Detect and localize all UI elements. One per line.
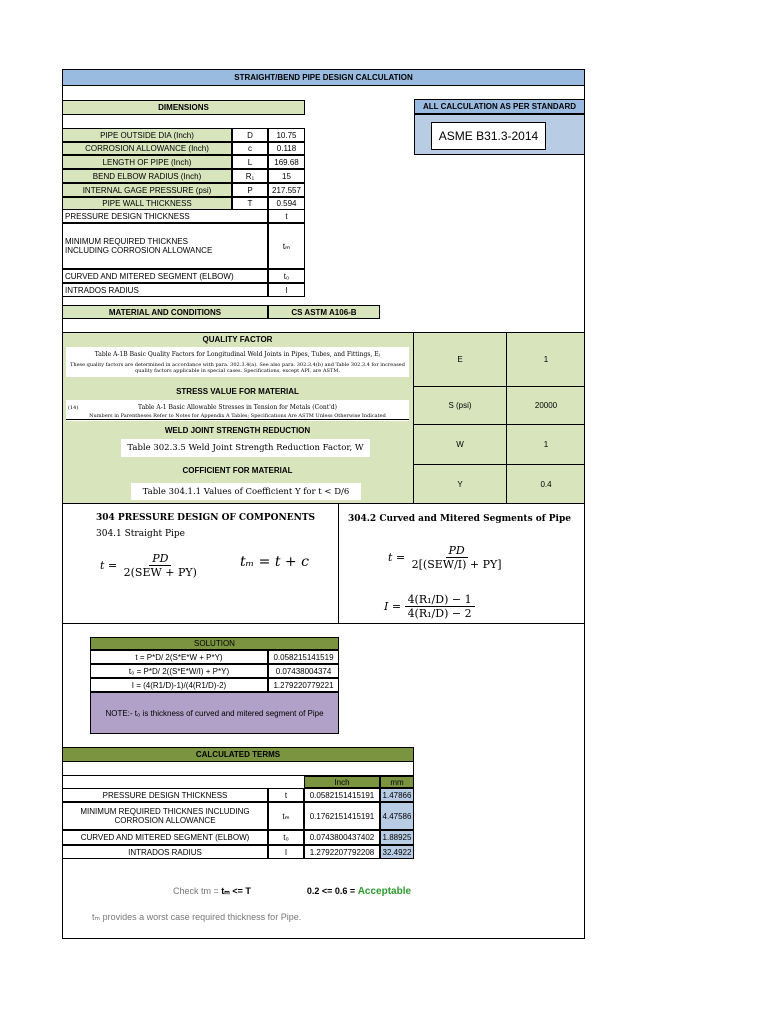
dim-label: CORROSION ALLOWANCE (Inch) xyxy=(62,142,232,155)
formula-t-lhs: t = xyxy=(100,558,118,572)
term-symbol: t₀ xyxy=(268,269,305,283)
formula-t-den: 2(SEW + PY) xyxy=(123,565,197,579)
formula-I-num: 4(R₁/D) − 1 xyxy=(405,593,475,607)
term-label: CURVED AND MITERED SEGMENT (ELBOW) xyxy=(62,269,268,283)
solution-value: 0.058215141519 xyxy=(268,650,339,664)
term-symbol: tₘ xyxy=(268,223,305,269)
weld-table-title: Table 302.3.5 Weld Joint Strength Reduction Factor, W xyxy=(121,439,370,457)
material-value: CS ASTM A106-B xyxy=(268,305,380,319)
check-footnote: tₘ provides a worst case required thickness for Pipe. xyxy=(92,912,302,922)
calc-mm: 4.47586 xyxy=(380,802,414,830)
calc-symbol: tₘ xyxy=(268,802,304,830)
quality-table-note: These quality factors are determined in accordance with para. 302.3.4(a). See also para. 302.3.4(b) and Table 302.3.4 for increased quality factors applicable in special cases. Specifications, except API, are ASTM. xyxy=(70,362,405,374)
formula-I xyxy=(384,589,574,623)
check-result: Acceptable xyxy=(357,885,412,897)
check-condition: tₘ <= T xyxy=(221,885,251,896)
quality-table-title: Table A-1B Basic Quality Factors for Longitudinal Weld Joints in Pipes, Tubes, and Fittings, Eⱼ xyxy=(94,350,381,358)
calc-label: PRESSURE DESIGN THICKNESS xyxy=(62,788,268,802)
formula-t0 xyxy=(388,540,578,574)
formula-section-divider xyxy=(338,504,339,623)
calc-inch: 0.1762151415191 xyxy=(304,802,380,830)
solution-value: 0.07438004374 xyxy=(268,664,339,678)
quality-factor-header: QUALITY FACTOR xyxy=(202,334,273,344)
calc-label: MINIMUM REQUIRED THICKNES INCLUDING CORROSION ALLOWANCE xyxy=(62,802,268,830)
dim-label: INTERNAL GAGE PRESSURE (psi) xyxy=(62,183,232,197)
formula-tm: tₘ = t + c xyxy=(240,554,309,570)
formula-I-lhs: I = xyxy=(384,599,402,613)
stress-symbol: S (psi) xyxy=(448,401,472,410)
calc-inch: 0.0743800437402 xyxy=(304,830,380,845)
solution-expr: I = (4(R1/D)-1)/(4(R1/D)-2) xyxy=(90,678,268,692)
calc-inch: 1.2792207792208 xyxy=(304,845,380,859)
term-symbol: I xyxy=(268,283,305,297)
col-mm-header: mm xyxy=(380,776,414,788)
dim-symbol: T xyxy=(232,197,268,210)
quality-factor-symbol: E xyxy=(457,355,463,364)
standard-header: ALL CALCULATION AS PER STANDARD xyxy=(414,99,585,114)
calc-label: INTRADOS RADIUS xyxy=(62,845,268,859)
formula-I-den: 4(R₁/D) − 2 xyxy=(407,606,472,620)
material-label: MATERIAL AND CONDITIONS xyxy=(62,305,268,319)
stress-table-title: Table A-1 Basic Allowable Stresses in Tension for Metals (Cont'd) xyxy=(138,403,337,411)
solution-expr: t₀ = P*D/ 2((S*E*W/I) + P*Y) xyxy=(90,664,268,678)
calculated-header: CALCULATED TERMS xyxy=(62,747,414,762)
weld-header: WELD JOINT STRENGTH REDUCTION xyxy=(164,425,311,435)
term-label: MINIMUM REQUIRED THICKNES INCLUDING CORROSION ALLOWANCE xyxy=(62,223,268,269)
calc-inch: 0.0582151415191 xyxy=(304,788,380,802)
weld-value: 1 xyxy=(543,440,549,449)
stress-table-note: Numbers in Parentheses Refer to Notes for Appendix A Tables; Specifications Are ASTM Unless Otherwise Indicated xyxy=(66,412,409,420)
stress-table-ref xyxy=(66,400,409,421)
calc-symbol: t xyxy=(268,788,304,802)
check-values: 0.2 <= 0.6 = xyxy=(306,886,358,896)
term-label: PRESSURE DESIGN THICKNESS xyxy=(62,209,268,223)
dimensions-header: DIMENSIONS xyxy=(62,100,305,115)
stress-value: 20000 xyxy=(534,401,558,410)
dim-symbol: R₁ xyxy=(232,169,268,183)
dimensions-table xyxy=(62,128,305,210)
check-line xyxy=(173,884,443,898)
calc-mm: 1.47866 xyxy=(380,788,414,802)
formula-t-num: PD xyxy=(149,552,171,566)
dim-label: PIPE WALL THICKNESS xyxy=(62,197,232,210)
dim-label: BEND ELBOW RADIUS (Inch) xyxy=(62,169,232,183)
terms-table xyxy=(62,209,305,295)
stress-marker: (14) xyxy=(68,405,79,411)
dim-symbol: L xyxy=(232,155,268,169)
dim-symbol: c xyxy=(232,142,268,155)
dim-value: 10.75 xyxy=(268,128,305,142)
dim-value: 217.557 xyxy=(268,183,305,197)
dim-label: LENGTH OF PIPE (Inch) xyxy=(62,155,232,169)
calculated-spacer-row xyxy=(62,762,414,776)
dim-value: 0.118 xyxy=(268,142,305,155)
section-304: 304 PRESSURE DESIGN OF COMPONENTS xyxy=(96,513,316,523)
coefficient-symbol: Y xyxy=(457,480,463,489)
coefficient-table-title: Table 304.1.1 Values of Coefficient Y for t < D/6 xyxy=(131,483,361,500)
solution-header: SOLUTION xyxy=(90,637,339,650)
section-304-1: 304.1 Straight Pipe xyxy=(96,529,186,539)
formula-section-border xyxy=(62,623,585,624)
calc-symbol: I xyxy=(268,845,304,859)
col-inch-header: Inch xyxy=(304,776,380,788)
solution-note: NOTE:- t₀ is thickness of curved and mitered segment of Pipe xyxy=(90,692,339,734)
dim-symbol: D xyxy=(232,128,268,142)
solution-value: 1.279220779221 xyxy=(268,678,339,692)
calc-mm: 1.88925 xyxy=(380,830,414,845)
dim-value: 169.68 xyxy=(268,155,305,169)
formula-t0-lhs: t = xyxy=(388,550,406,564)
quality-factor-table-ref xyxy=(66,347,409,377)
section-304-2: 304.2 Curved and Mitered Segments of Pipe xyxy=(348,514,571,524)
calc-label: CURVED AND MITERED SEGMENT (ELBOW) xyxy=(62,830,268,845)
coefficient-header: COFFICIENT FOR MATERIAL xyxy=(182,465,293,475)
weld-symbol: W xyxy=(456,440,464,449)
coefficient-value: 0.4 xyxy=(540,480,552,489)
formula-t0-den: 2[(SEW/I) + PY] xyxy=(411,557,502,571)
page-title: STRAIGHT/BEND PIPE DESIGN CALCULATION xyxy=(62,69,585,86)
dim-symbol: P xyxy=(232,183,268,197)
stress-header: STRESS VALUE FOR MATERIAL xyxy=(176,386,299,396)
calc-symbol: t₀ xyxy=(268,830,304,845)
quality-factor-value: 1 xyxy=(543,355,549,364)
dim-value: 15 xyxy=(268,169,305,183)
term-label: INTRADOS RADIUS xyxy=(62,283,268,297)
formula-t0-num: PD xyxy=(446,544,468,558)
formula-t xyxy=(100,548,230,582)
solution-expr: t = P*D/ 2(S*E*W + P*Y) xyxy=(90,650,268,664)
term-symbol: t xyxy=(268,209,305,223)
dim-value: 0.594 xyxy=(268,197,305,210)
standard-value: ASME B31.3-2014 xyxy=(431,122,546,150)
check-label: Check tm = xyxy=(173,886,222,896)
calc-mm: 32.4922 xyxy=(380,845,414,859)
dim-label: PIPE OUTSIDE DIA (Inch) xyxy=(62,128,232,142)
